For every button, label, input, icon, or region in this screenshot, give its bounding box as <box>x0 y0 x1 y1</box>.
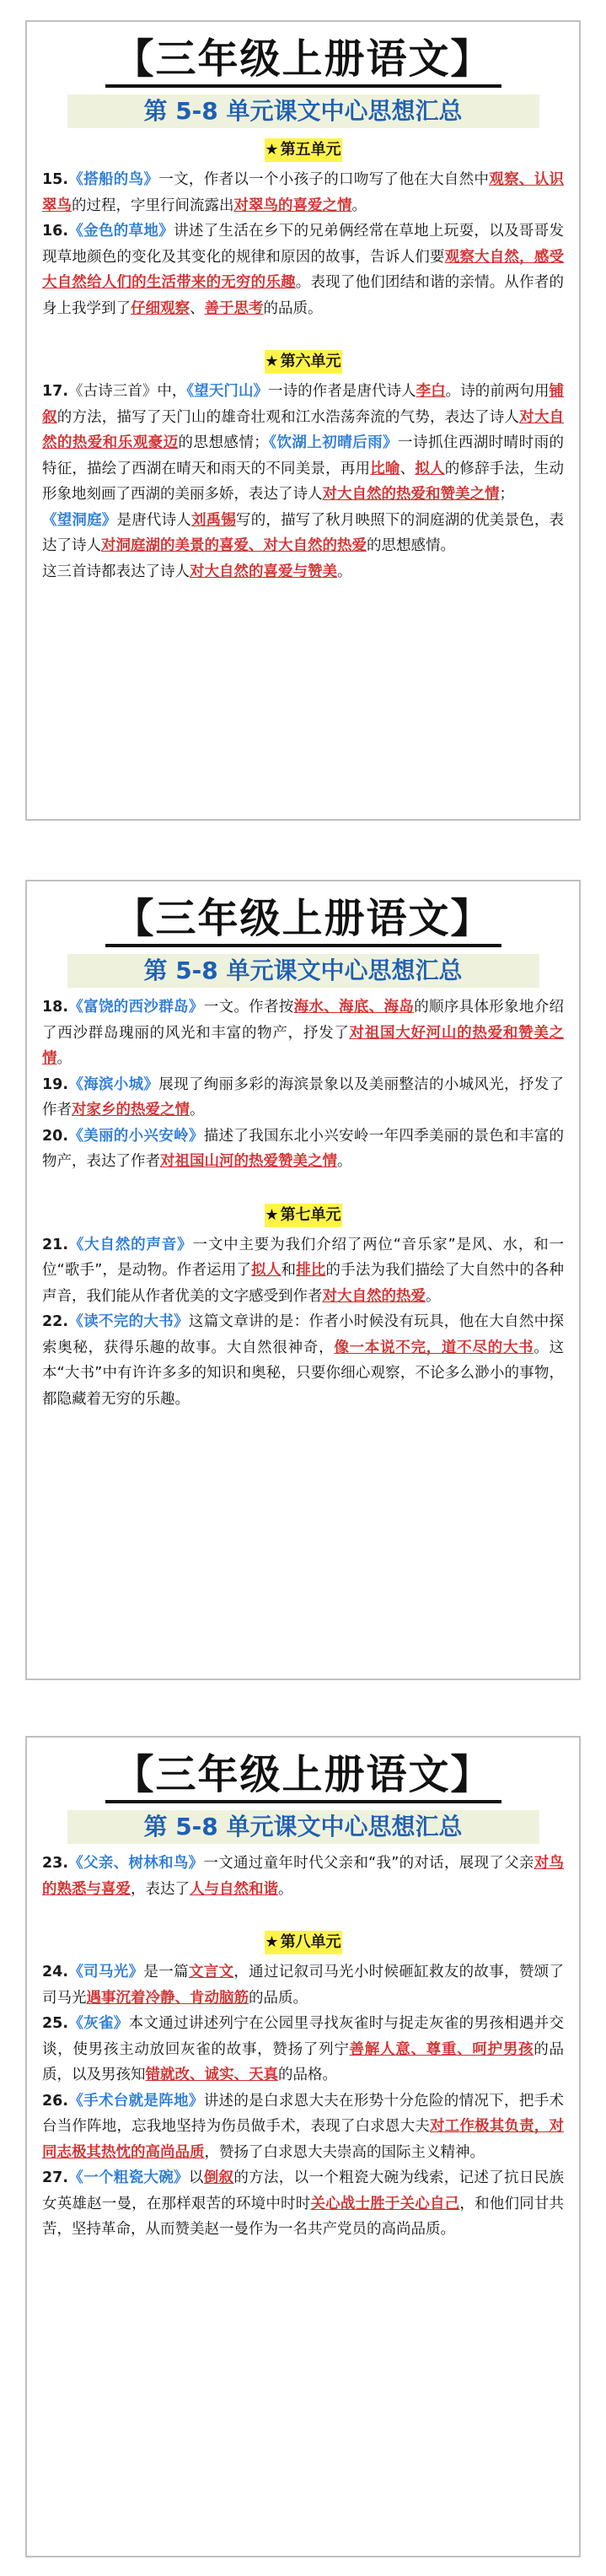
highlight-text: 善于思考 <box>204 299 264 317</box>
entry-text: 是一篇 <box>143 1964 189 1981</box>
highlight-text: 对大自然的喜爱与赞美 <box>190 563 337 580</box>
summary-card-1 <box>25 20 581 821</box>
entry-text: 。这本“大书”中有许许多多的知识和奥秘，只要你细心观察，不论多么渺小的事物，都隐藏着无穷的乐趣。 <box>42 1339 565 1408</box>
highlight-text: 对大自然的热爱和赞美之情 <box>322 486 500 503</box>
entry-text: 描述了我国东北小兴安岭一年四季美丽的景色和丰富的物产，表达了作者 <box>42 1127 565 1170</box>
spacer <box>27 1175 579 1194</box>
entry-text: 讲述了生活在乡下的兄弟俩经常在草地上玩耍，以及哥哥发现草地颜色的变化及其变化的规律和原因的故事，告诉人们要 <box>42 223 565 266</box>
entry-15 <box>42 167 564 218</box>
entry-number: 18. <box>42 999 69 1016</box>
entry-text: 和 <box>281 1262 297 1279</box>
entry-text: 的修辞手法，生动形象地刻画了西湖的美丽多娇，表达了诗人 <box>42 460 565 503</box>
entry-text: 。 <box>337 1153 352 1170</box>
highlight-text: 遇事沉着冷静、肯动脑筋 <box>86 1989 249 2007</box>
highlight-text: 海水、海底、海岛 <box>293 999 415 1016</box>
entry-number: 20. <box>42 1127 69 1145</box>
page-subtitle: 第 5-8 单元课文中心思想汇总 <box>67 1810 539 1844</box>
text-title: 《一个粗瓷大碗》 <box>68 2169 189 2186</box>
entry-20 <box>42 1124 564 1175</box>
text-title: 《望洞庭》 <box>42 511 117 529</box>
entry-text: ，表达了 <box>131 1880 190 1898</box>
unit-label: 第七单元 <box>280 1205 341 1224</box>
entry-text: 一文中主要为我们介绍了两位“音乐家”是风、水，和一位“歌手”，是动物。作者运用了 <box>42 1236 565 1279</box>
entry-text: 。 <box>426 1287 441 1305</box>
star-icon: ★ <box>265 141 279 159</box>
entry-number: 21. <box>42 1236 69 1253</box>
text-title: 《司马光》 <box>68 1964 144 1981</box>
entry-text: 写的，描写了秋月映照下的洞庭湖的优美景色，表达了诗人 <box>42 511 565 554</box>
unit-heading-8 <box>265 1931 342 1954</box>
entry-text: 。诗的前两句用 <box>445 383 550 400</box>
entry-26 <box>42 2088 564 2166</box>
entry-16 <box>42 218 564 321</box>
summary-card-2 <box>25 880 581 1680</box>
highlight-text: 排比 <box>296 1262 326 1279</box>
entry-text: 这篇文章讲的是：作者小时候没有玩具，他在大自然中探索奥秘，获得乐趣的故事。大自然很神奇， <box>42 1313 564 1356</box>
unit-heading-7 <box>265 1204 342 1227</box>
highlight-text: 观察大自然，感受大自然给人们的生活带来的无穷的乐趣 <box>42 248 565 291</box>
entry-text: 展现了绚丽多彩的海滨景象以及美丽整洁的小城风光，抒发了作者 <box>42 1075 565 1118</box>
entry-21 <box>42 1232 564 1310</box>
entry-text: 以 <box>188 2169 204 2186</box>
page-title: 【三年级上册语文】 <box>113 895 493 942</box>
entry-text: 。 <box>56 1050 72 1067</box>
entry-text: 。 <box>337 563 352 580</box>
highlight-text: 错就改、诚实、天真 <box>145 2067 278 2083</box>
entry-text: 。 <box>351 197 367 214</box>
highlight-text: 拟人 <box>415 460 445 477</box>
entry-text: 的方法，以一个粗瓷大碗为线索，记述了抗日民族女英雄赵一曼，在那样艰苦的环境中时时 <box>42 2169 565 2212</box>
text-title: 《金色的草地》 <box>68 223 174 240</box>
text-title: 《美丽的小兴安岭》 <box>68 1127 204 1145</box>
entry-text: 讲述的是白求恩大夫在形势十分危险的情况下，把手术台当作阵地，忘我地坚持为伤员做手术，表现了白求恩大夫 <box>42 2092 565 2135</box>
title-underline <box>105 84 501 88</box>
entry-23 <box>42 1851 564 1902</box>
entry-number: 26. <box>42 2092 69 2110</box>
unit-heading-5 <box>265 138 342 162</box>
text-title: 《读不完的大书》 <box>68 1313 189 1330</box>
highlight-text: 拟人 <box>251 1262 282 1279</box>
highlight-text: 像一本说不完，道不尽的大书 <box>334 1339 534 1356</box>
unit-label: 第八单元 <box>280 1933 341 1951</box>
entry-text: 的思想感情。 <box>367 537 455 554</box>
highlight-text: 比喻 <box>370 460 400 477</box>
entry-text: 一文，作者以一个小孩子的口吻写了他在大自然中 <box>158 171 490 188</box>
entry-text: 一文通过童年时代父亲和“我”的对话，展现了父亲 <box>203 1855 534 1872</box>
entry-number: 27. <box>42 2169 69 2186</box>
highlight-text: 对祖国山河的热爱赞美之情 <box>160 1153 337 1170</box>
text-title: 《饮湖上初晴后雨》 <box>268 434 399 451</box>
highlight-text: 关心战士胜于关心自己 <box>310 2195 460 2212</box>
text-title: 《灰雀》 <box>68 2015 129 2032</box>
title-underline <box>105 944 501 947</box>
page-title: 【三年级上册语文】 <box>113 1751 493 1798</box>
spacer <box>27 1902 579 1921</box>
entry-25 <box>42 2011 564 2088</box>
text-title: 《富饶的西沙群岛》 <box>68 999 204 1016</box>
highlight-text: 倒叙 <box>203 2169 234 2186</box>
star-icon: ★ <box>265 1205 279 1224</box>
entry-text: 一诗抓住西湖时晴时雨的特征，描绘了西湖在晴天和雨天的不同美景，再用 <box>42 434 565 477</box>
entry-text: 《古诗三首》中， <box>68 383 187 400</box>
entry-text: 的品质，以及男孩知 <box>42 2040 565 2083</box>
entry-text: ，赞扬了白求恩大夫崇高的国际主义精神。 <box>204 2143 485 2161</box>
highlight-text: 对洞庭湖的美景的喜爱、对大自然的热爱 <box>101 537 367 554</box>
star-icon: ★ <box>265 353 279 370</box>
entry-number: 22. <box>42 1313 69 1330</box>
star-icon: ★ <box>265 1933 279 1951</box>
highlight-text: 仔细观察 <box>131 299 190 317</box>
entry-19 <box>42 1072 564 1124</box>
entry-27 <box>42 2165 564 2243</box>
highlight-text: 对祖国大好河山的热爱和赞美之情 <box>42 1024 565 1067</box>
entry-number: 17. <box>42 383 69 400</box>
entry-text: ； <box>499 486 514 503</box>
entry-text: 的品质。 <box>263 299 323 317</box>
entry-number: 24. <box>42 1964 69 1981</box>
spacer <box>27 321 579 340</box>
entry-number: 15. <box>42 171 69 188</box>
highlight-text: 对大自然的热爱和乐观豪迈 <box>42 408 565 451</box>
entry-text: 这三首诗都表达了诗人 <box>42 563 190 580</box>
text-title: 《大自然的声音》 <box>68 1236 193 1253</box>
title-underline <box>105 1800 501 1803</box>
entry-number: 16. <box>42 223 69 240</box>
highlight-text: 对翠鸟的喜爱之情 <box>233 197 352 214</box>
page-subtitle: 第 5-8 单元课文中心思想汇总 <box>67 954 539 988</box>
highlight-text: 人与自然和谐 <box>190 1880 278 1898</box>
entry-text: 的手法为我们描绘了大自然中的各种声音，我们能从作者优美的文字感受到作者 <box>42 1262 565 1305</box>
highlight-text: 刘禹锡 <box>190 511 237 529</box>
text-title: 《父亲、树林和鸟》 <box>68 1855 204 1872</box>
text-title: 《搭船的鸟》 <box>68 171 159 188</box>
text-title: 《望天门山》 <box>186 383 269 400</box>
highlight-text: 铺叙 <box>42 383 565 426</box>
entry-number: 25. <box>42 2015 69 2032</box>
text-title: 《海滨小城》 <box>68 1075 159 1093</box>
entry-number: 23. <box>42 1855 69 1872</box>
entry-18 <box>42 994 564 1072</box>
highlight-text: 对工作极其负责，对同志极其热忱的高尚品质 <box>42 2118 564 2161</box>
unit-label: 第六单元 <box>280 353 341 370</box>
entry-text: 。 <box>190 1102 205 1118</box>
entry-text: 的品质。 <box>249 1989 308 2007</box>
entry-22 <box>42 1309 564 1412</box>
highlight-text: 善解人意、尊重、呵护男孩 <box>349 2040 534 2058</box>
entry-number: 19. <box>42 1075 69 1093</box>
entry-text: 、 <box>190 299 205 317</box>
entry-text: 一文。作者按 <box>203 999 294 1016</box>
page-title: 【三年级上册语文】 <box>113 35 493 83</box>
entry-text: 的顺序具体形象地介绍了西沙群岛瑰丽的风光和丰富的物产，抒发了 <box>42 999 565 1042</box>
entry-text: 的方法，描写了天门山的雄奇壮观和江水浩荡奔流的气势，表达了诗人 <box>56 408 520 426</box>
entry-24 <box>42 1959 564 2011</box>
highlight-text: 对鸟的熟悉与喜爱 <box>42 1855 565 1898</box>
entry-text: ，通过记叙司马光小时候砸缸救友的故事，赞颂了司马光 <box>42 1964 564 2007</box>
entry-text: 、 <box>400 460 416 477</box>
entry-text: 的品格。 <box>278 2067 337 2083</box>
unit-label: 第五单元 <box>280 141 341 159</box>
entry-text: 的过程，字里行间流露出 <box>72 197 234 214</box>
highlight-text: 观察、认识翠鸟 <box>42 171 565 214</box>
entry-17 <box>42 379 564 585</box>
entry-text: 。表现了他们团结和谐的亲情。从作者的身上我学到了 <box>42 274 564 317</box>
entry-text: 一诗的作者是唐代诗人 <box>268 383 416 400</box>
entry-text: ，和他们同甘共苦，坚持革命，从而赞美赵一曼作为一名共产党员的高尚品质。 <box>42 2195 565 2238</box>
entry-text: 是唐代诗人 <box>116 511 191 529</box>
highlight-text: 对家乡的热爱之情 <box>72 1102 190 1118</box>
entry-text: 本文通过讲述列宁在公园里寻找灰雀时与捉走灰雀的男孩相遇并交谈，使男孩主动放回灰雀的故事，赞扬了列宁 <box>42 2015 565 2058</box>
summary-card-3 <box>25 1736 581 2557</box>
entry-text: 。 <box>278 1880 293 1898</box>
highlight-text: 对大自然的热爱 <box>322 1287 426 1305</box>
unit-heading-6 <box>265 350 342 374</box>
highlight-text: 文言文 <box>188 1964 234 1981</box>
page-subtitle: 第 5-8 单元课文中心思想汇总 <box>67 94 539 128</box>
entry-text: 的思想感情； <box>178 434 269 451</box>
highlight-text: 李白 <box>416 383 446 400</box>
text-title: 《手术台就是阵地》 <box>68 2092 204 2110</box>
